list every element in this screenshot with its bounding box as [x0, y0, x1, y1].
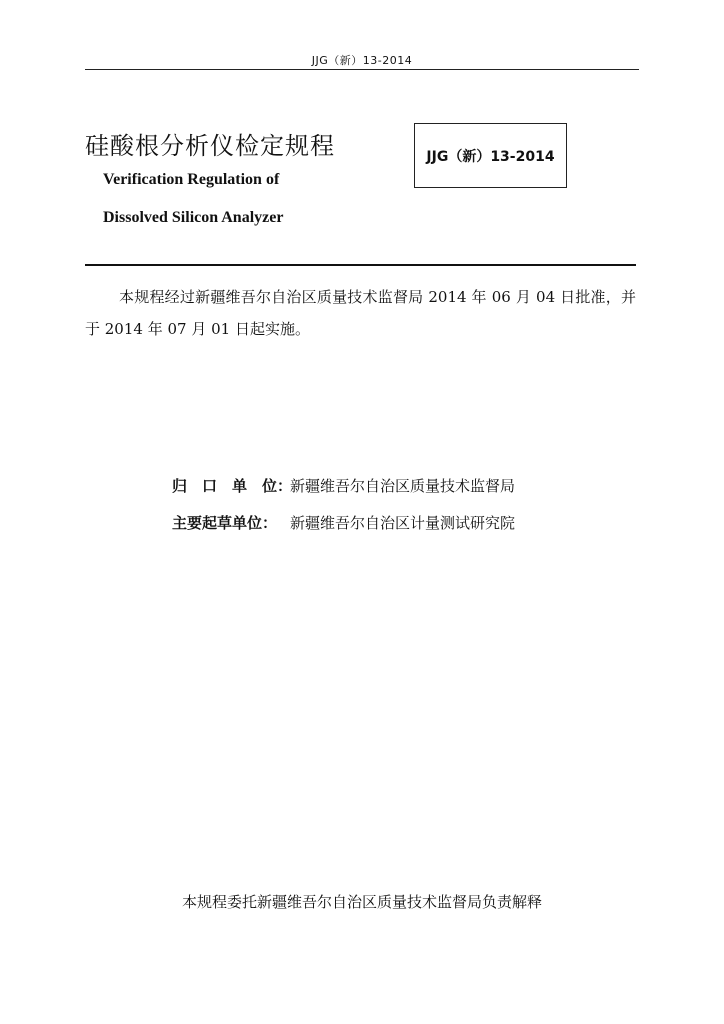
- regulation-code: JJG（新）13-2014: [426, 148, 555, 165]
- interpretation-note: 本规程委托新疆维吾尔自治区质量技术监督局负责解释: [181, 893, 542, 911]
- document-title-english-line2: Dissolved Silicon Analyzer: [103, 209, 284, 226]
- title-divider: [85, 264, 636, 266]
- drafting-unit-value: 新疆维吾尔自治区计量测试研究院: [290, 514, 516, 532]
- drafting-unit-row: [172, 512, 515, 533]
- approval-statement: 本规程经过新疆维吾尔自治区质量技术监督局 2014 年 06 月 04 日批准，并于 2014 年 07 月 01 日起实施。: [85, 288, 636, 338]
- drafting-unit-label: 主要起草单位：: [172, 514, 278, 532]
- responsible-unit-label: 归 口 单 位：: [172, 477, 293, 495]
- document-title-chinese: 硅酸根分析仪检定规程: [85, 132, 335, 160]
- header-code: JJG（新）13-2014: [311, 54, 413, 67]
- regulation-code-box: [414, 123, 567, 188]
- responsible-unit-value: 新疆维吾尔自治区质量技术监督局: [290, 477, 516, 495]
- document-title-english-line1: Verification Regulation of: [103, 171, 280, 188]
- header-divider: [85, 69, 639, 70]
- responsible-unit-row: [172, 475, 515, 496]
